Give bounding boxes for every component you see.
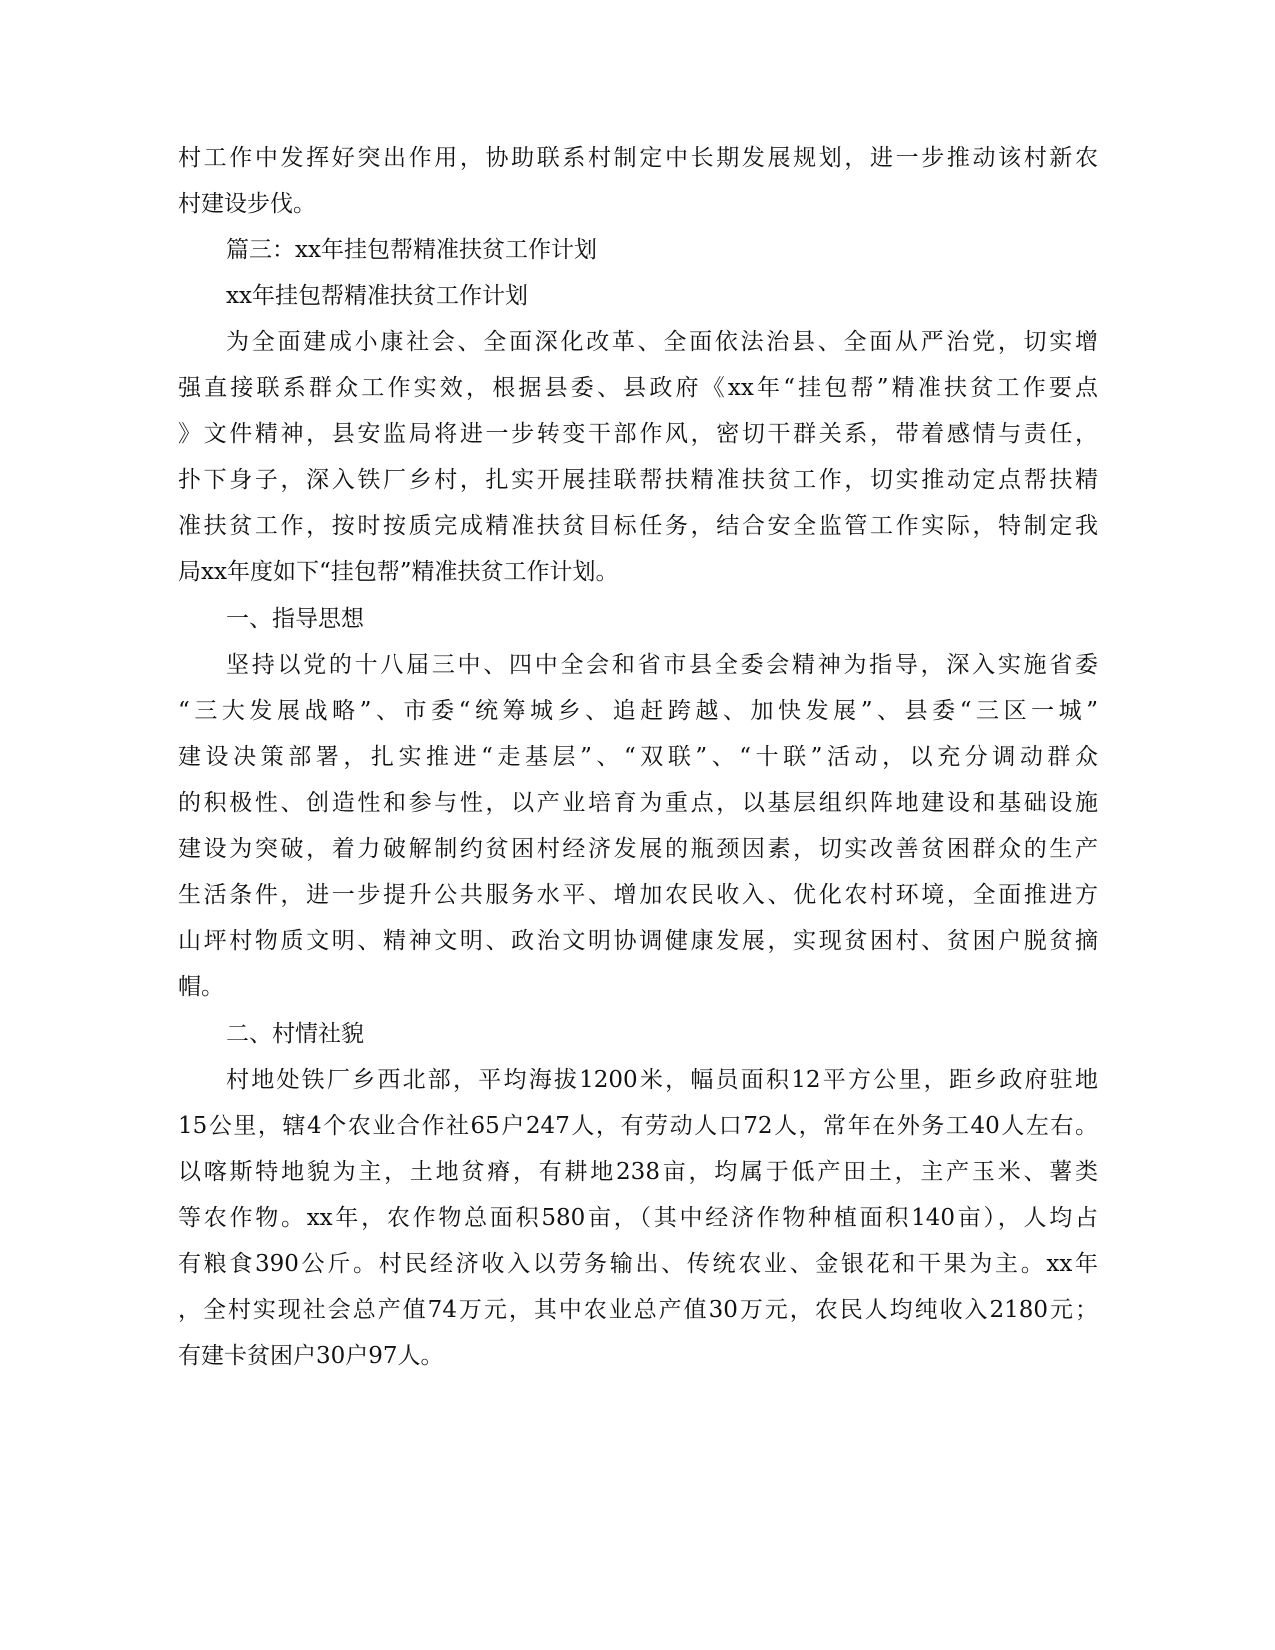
- text-line: 帽。: [178, 974, 224, 1000]
- text-line: 等农作物。xx年，农作物总面积580亩，（其中经济作物种植面积140亩），人均占: [178, 1205, 1098, 1231]
- text-line: 以喀斯特地貌为主，土地贫瘠，有耕地238亩，均属于低产田土，主产玉米、薯类: [178, 1159, 1098, 1185]
- text-line: 有建卡贫困户30户97人。: [178, 1343, 444, 1369]
- text-line: 山坪村物质文明、精神文明、政治文明协调健康发展，实现贫困村、贫困户脱贫摘: [178, 928, 1098, 954]
- text-line: 村地处铁厂乡西北部，平均海拔1200米，幅员面积12平方公里，距乡政府驻地: [226, 1067, 1098, 1093]
- text-line: 准扶贫工作，按时按质完成精准扶贫目标任务，结合安全监管工作实际，特制定我: [178, 513, 1098, 539]
- text-line: 村工作中发挥好突出作用，协助联系村制定中长期发展规划，进一步推动该村新农: [178, 145, 1098, 171]
- section-heading: 篇三：xx年挂包帮精准扶贫工作计划: [226, 237, 597, 263]
- text-line: 生活条件，进一步提升公共服务水平、增加农民收入、优化农村环境，全面推进方: [178, 882, 1098, 908]
- text-line: “三大发展战略”、市委“统筹城乡、追赶跨越、加快发展”、县委“三区一城”: [178, 698, 1098, 724]
- text-line: 建设为突破，着力破解制约贫困村经济发展的瓶颈因素，切实改善贫困群众的生产: [178, 836, 1098, 862]
- text-line: 强直接联系群众工作实效，根据县委、县政府《xx年“挂包帮”精准扶贫工作要点: [178, 375, 1098, 401]
- text-line: 》文件精神，县安监局将进一步转变干部作风，密切干群关系，带着感情与责任，: [178, 421, 1098, 447]
- text-line: ，全村实现社会总产值74万元，其中农业总产值30万元，农民人均纯收入2180元；: [178, 1297, 1098, 1323]
- section-heading: 一、指导思想: [226, 606, 364, 632]
- text-line: 坚持以党的十八届三中、四中全会和省市县全委会精神为指导，深入实施省委: [226, 652, 1098, 678]
- text-line: 局xx年度如下“挂包帮”精准扶贫工作计划。: [178, 559, 619, 585]
- section-heading: 二、村情社貌: [226, 1021, 364, 1047]
- text-line: 15公里，辖4个农业合作社65户247人，有劳动人口72人，常年在外务工40人左右。: [178, 1113, 1098, 1139]
- text-line: 村建设步伐。: [178, 191, 316, 217]
- text-line: 有粮食390公斤。村民经济收入以劳务输出、传统农业、金银花和干果为主。xx年: [178, 1251, 1098, 1277]
- document-title: xx年挂包帮精准扶贫工作计划: [226, 283, 528, 309]
- text-line: 建设决策部署，扎实推进“走基层”、“双联”、“十联”活动，以充分调动群众: [178, 744, 1098, 770]
- text-line: 扑下身子，深入铁厂乡村，扎实开展挂联帮扶精准扶贫工作，切实推动定点帮扶精: [178, 467, 1098, 493]
- text-line: 的积极性、创造性和参与性，以产业培育为重点，以基层组织阵地建设和基础设施: [178, 790, 1098, 816]
- text-line: 为全面建成小康社会、全面深化改革、全面依法治县、全面从严治党，切实增: [226, 329, 1098, 355]
